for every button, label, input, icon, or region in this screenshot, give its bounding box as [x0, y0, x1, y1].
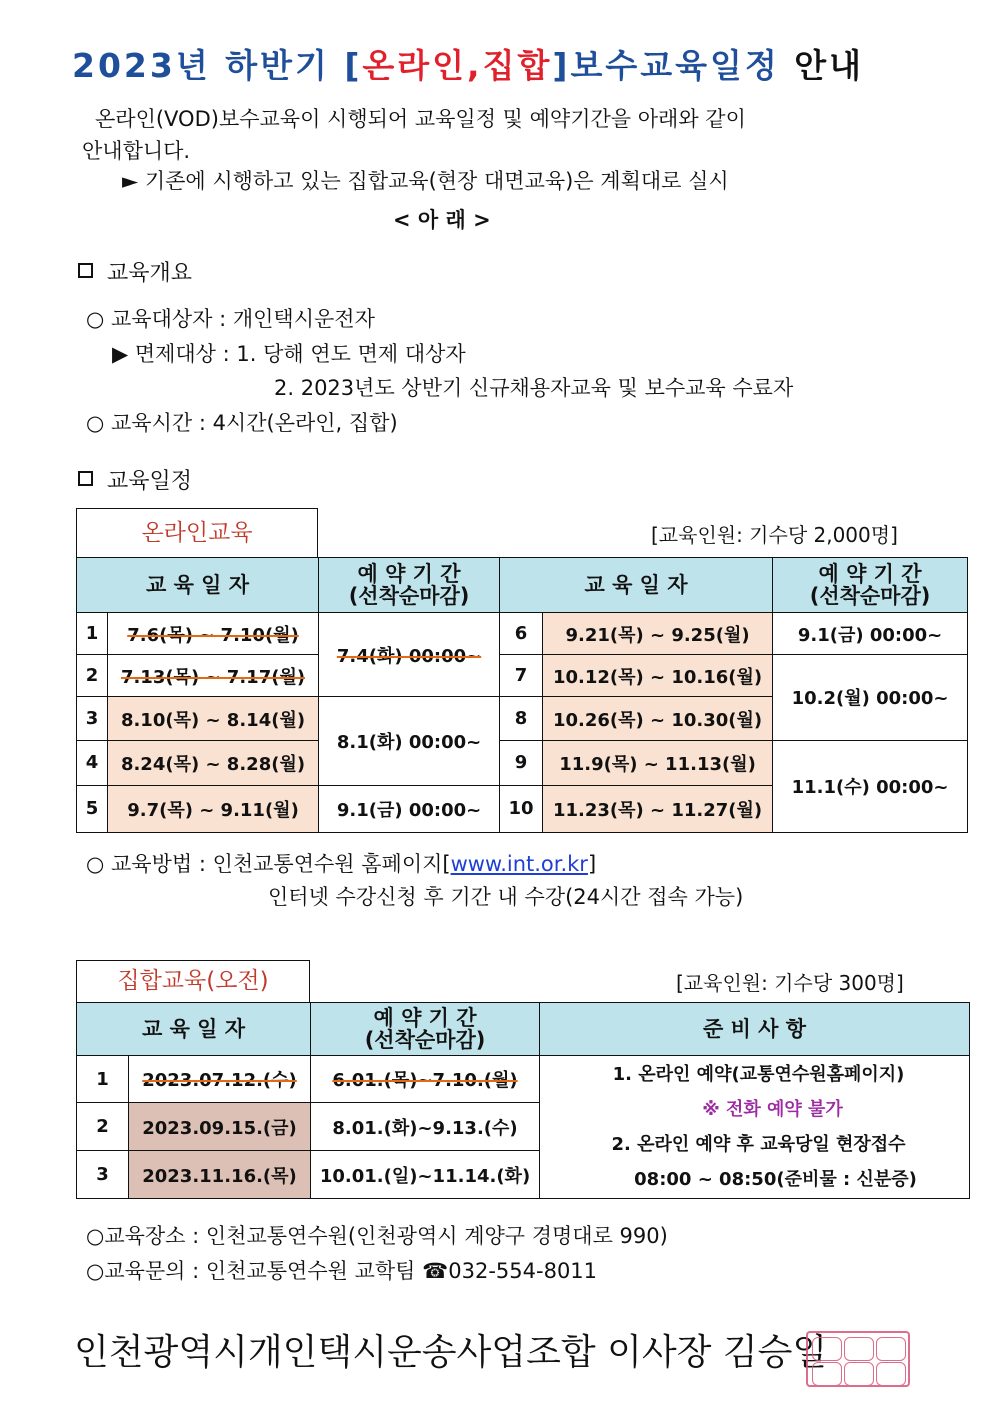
- hours-line: ○ 교육시간 : 4시간(온라인, 집합): [86, 411, 398, 435]
- session-number: 2: [77, 1103, 129, 1151]
- header-date: 교 육 일 자: [77, 558, 319, 613]
- contact-line: ○교육문의 : 인천교통연수원 교학팀 ☎032-554-8011: [86, 1259, 598, 1283]
- table-header-row: [77, 558, 968, 613]
- method-line-2: 인터넷 수강신청 후 기간 내 수강(24시간 접속 가능): [268, 885, 744, 909]
- reservation-period: 11.1(수) 00:00~: [773, 740, 968, 832]
- header-preparation: 준 비 사 항: [540, 1003, 970, 1056]
- table-row: [77, 1056, 970, 1103]
- session-date: 2023.09.15.(금): [129, 1103, 311, 1151]
- session-number: 8: [500, 697, 543, 740]
- header-reservation: 예 약 기 간 (선착순마감): [311, 1003, 540, 1056]
- exempt-line-1: ▶ 면제대상 : 1. 당해 연도 면제 대상자: [112, 342, 466, 366]
- offline-label: 집합교육(오전): [76, 960, 310, 1003]
- table-row: [77, 655, 968, 697]
- online-capacity: [교육인원: 기수당 2,000명]: [651, 523, 898, 547]
- header-date: 교 육 일 자: [77, 1003, 311, 1056]
- header-reservation: 예 약 기 간 (선착순마감): [319, 558, 500, 613]
- online-schedule-table: [76, 557, 968, 833]
- square-bullet-icon: [78, 263, 93, 278]
- online-label: 온라인교육: [76, 508, 318, 558]
- preparation-notes: 1. 온라인 예약(교통연수원홈페이지) ※ 전화 예약 불가 2. 온라인 예약 후 교육당일 현장접수 08:00 ~ 08:50(준비물 : 신분증): [540, 1056, 970, 1199]
- offline-capacity: [교육인원: 기수당 300명]: [676, 971, 904, 995]
- place-line: ○교육장소 : 인천교통연수원(인천광역시 계양구 경명대로 990): [86, 1224, 668, 1248]
- reservation-period-cancelled: 7.4(화) 00:00~: [319, 613, 500, 697]
- reservation-period: 9.1(금) 00:00~: [773, 613, 968, 655]
- method-line-1: ○ 교육방법 : 인천교통연수원 홈페이지[www.int.or.kr]: [86, 852, 597, 876]
- session-date: 9.21(목) ~ 9.25(월): [543, 613, 773, 655]
- square-bullet-icon: [78, 471, 93, 486]
- session-number: 1: [77, 613, 108, 655]
- session-date: 10.26(목) ~ 10.30(월): [543, 697, 773, 740]
- official-seal-icon: [806, 1331, 910, 1387]
- table-header-row: [77, 1003, 970, 1056]
- session-number: 2: [77, 655, 108, 697]
- intro-line-1: 온라인(VOD)보수교육이 시행되어 교육일정 및 예약기간을 아래와 같이: [95, 107, 746, 131]
- reservation-period-cancelled: 6.01.(목)~7.10.(월): [311, 1056, 540, 1103]
- reservation-period: 10.2(월) 00:00~: [773, 655, 968, 740]
- session-date: 11.9(목) ~ 11.13(월): [543, 740, 773, 785]
- session-date: 11.23(목) ~ 11.27(월): [543, 785, 773, 832]
- table-row: [77, 613, 968, 655]
- session-number: 7: [500, 655, 543, 697]
- signature-line: 인천광역시개인택시운송사업조합 이사장 김승일: [74, 1332, 828, 1373]
- offline-schedule-table: [76, 1002, 970, 1199]
- reservation-period: 8.1(화) 00:00~: [319, 697, 500, 785]
- reservation-period: 10.01.(일)~11.14.(화): [311, 1151, 540, 1199]
- below-marker: < 아 래 >: [393, 208, 491, 232]
- session-date: 8.10(목) ~ 8.14(월): [108, 697, 319, 740]
- session-number: 3: [77, 697, 108, 740]
- header-reservation: 예 약 기 간 (선착순마감): [773, 558, 968, 613]
- exempt-line-2: 2. 2023년도 상반기 신규채용자교육 및 보수교육 수료자: [274, 376, 794, 400]
- page-title: 2023년 하반기 [온라인,집합]보수교육일정 안내: [72, 46, 864, 85]
- homepage-link[interactable]: www.int.or.kr: [450, 852, 588, 876]
- session-number: 5: [77, 785, 108, 832]
- reservation-period: 9.1(금) 00:00~: [319, 785, 500, 832]
- overview-heading: 교육개요: [78, 256, 192, 287]
- session-date-cancelled: 7.6(목) ~ 7.10(월): [108, 613, 319, 655]
- intro-line-2: 안내합니다.: [82, 139, 191, 163]
- schedule-heading: 교육일정: [78, 464, 192, 495]
- header-date: 교 육 일 자: [500, 558, 773, 613]
- target-line: ○ 교육대상자 : 개인택시운전자: [86, 307, 375, 331]
- reservation-period: 8.01.(화)~9.13.(수): [311, 1103, 540, 1151]
- session-date: 9.7(목) ~ 9.11(월): [108, 785, 319, 832]
- session-number: 6: [500, 613, 543, 655]
- session-number: 3: [77, 1151, 129, 1199]
- session-date-cancelled: 2023.07.12.(수): [129, 1056, 311, 1103]
- session-number: 9: [500, 740, 543, 785]
- session-number: 4: [77, 740, 108, 785]
- session-date-cancelled: 7.13(목) ~ 7.17(월): [108, 655, 319, 697]
- session-date: 8.24(목) ~ 8.28(월): [108, 740, 319, 785]
- session-date: 10.12(목) ~ 10.16(월): [543, 655, 773, 697]
- session-number: 10: [500, 785, 543, 832]
- session-date: 2023.11.16.(목): [129, 1151, 311, 1199]
- session-number: 1: [77, 1056, 129, 1103]
- table-row: [77, 740, 968, 785]
- intro-line-3: ► 기존에 시행하고 있는 집합교육(현장 대면교육)은 계획대로 실시: [122, 169, 729, 193]
